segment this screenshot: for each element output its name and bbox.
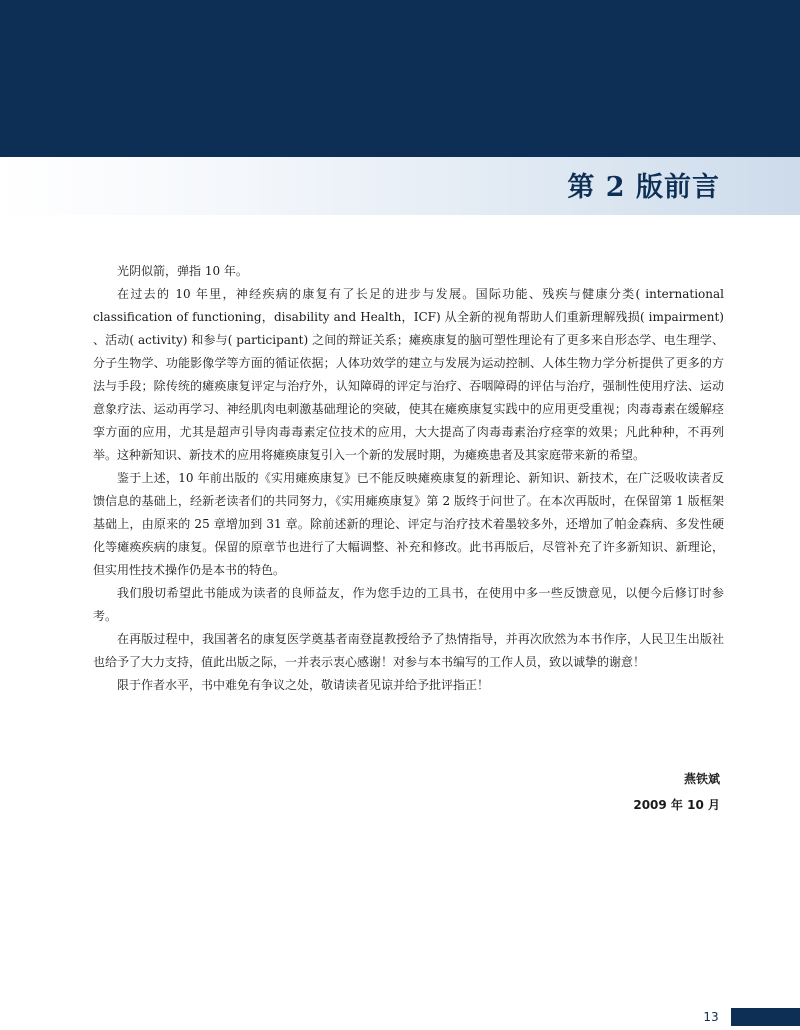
author-name: 燕铁斌 xyxy=(683,772,720,786)
header-banner xyxy=(0,0,800,157)
signature-block xyxy=(633,766,720,818)
paragraph-3: 鉴于上述，10 年前出版的《实用瘫痪康复》已不能反映瘫痪康复的新理论、新知识、新技术，在广泛吸收读者反馈信息的基础上，经新老读者们的共同努力，《实用瘫痪康复》第 2 版终于问世了。在本次再版时，在保留第 1 版框架基础上，由原来的 25 章增加到 31 章。除前述新的理论、评定与治疗技术着墨较多外，还增加了帕金森病、多发性硬化等瘫痪疾病的康复。保留的原章节也进行了大幅调整、补充和修改。此书再版后，尽管补充了许多新知识、新理论，但实用性技术操作仍是本书的特色。 xyxy=(93,471,724,577)
paragraph-6: 限于作者水平，书中难免有争议之处，敬请读者见谅并给予批评指正！ xyxy=(117,678,490,692)
paragraph-4: 我们殷切希望此书能成为读者的良师益友，作为您手边的工具书，在使用中多一些反馈意见，以便今后修订时参考。 xyxy=(93,586,724,623)
page-number-bar xyxy=(731,1008,800,1026)
paragraph-2: 在过去的 10 年里，神经疾病的康复有了长足的进步与发展。国际功能、残疾与健康分类( international classification of functioning，disability and Health，ICF) 从全新的视角帮助人们重新理解残损( impairment) 、活动( activity) 和参与( participant) 之间的辩证关系；瘫痪康复的脑可塑性理论有了更多来自形态学、电生理学、分子生物学、功能影像学等方面的循证依据；人体功效学的建立与发展为运动控制、人体生物力学分析提供了更多的方法与手段；除传统的瘫痪康复评定与治疗外，认知障碍的评定与治疗、吞咽障碍的评估与治疗，强制性使用疗法、运动意象疗法、运动再学习、神经肌肉电刺激基础理论的突破，使其在瘫痪康复实践中的应用更受重视；肉毒毒素在缓解痉挛方面的应用，尤其是超声引导肉毒毒素定位技术的应用，大大提高了肉毒毒素治疗痉挛的效果；凡此种种，不再列举。这种新知识、新技术的应用将瘫痪康复引入一个新的发展时期，为瘫痪患者及其家庭带来新的希望。 xyxy=(93,287,724,462)
signature-date: 2009 年 10 月 xyxy=(633,798,720,812)
paragraph-1: 光阴似箭，弹指 10 年。 xyxy=(117,264,248,278)
preface-body xyxy=(93,260,724,697)
page-title: 第 2 版前言 xyxy=(567,172,720,203)
paragraph-5: 在再版过程中，我国著名的康复医学奠基者南登崑教授给予了热情指导，并再次欣然为本书作序，人民卫生出版社也给予了大力支持，值此出版之际，一并表示衷心感谢！对参与本书编写的工作人员，致以诚挚的谢意！ xyxy=(93,632,724,669)
page-number: 13 xyxy=(703,1010,719,1024)
title-band xyxy=(0,157,800,215)
